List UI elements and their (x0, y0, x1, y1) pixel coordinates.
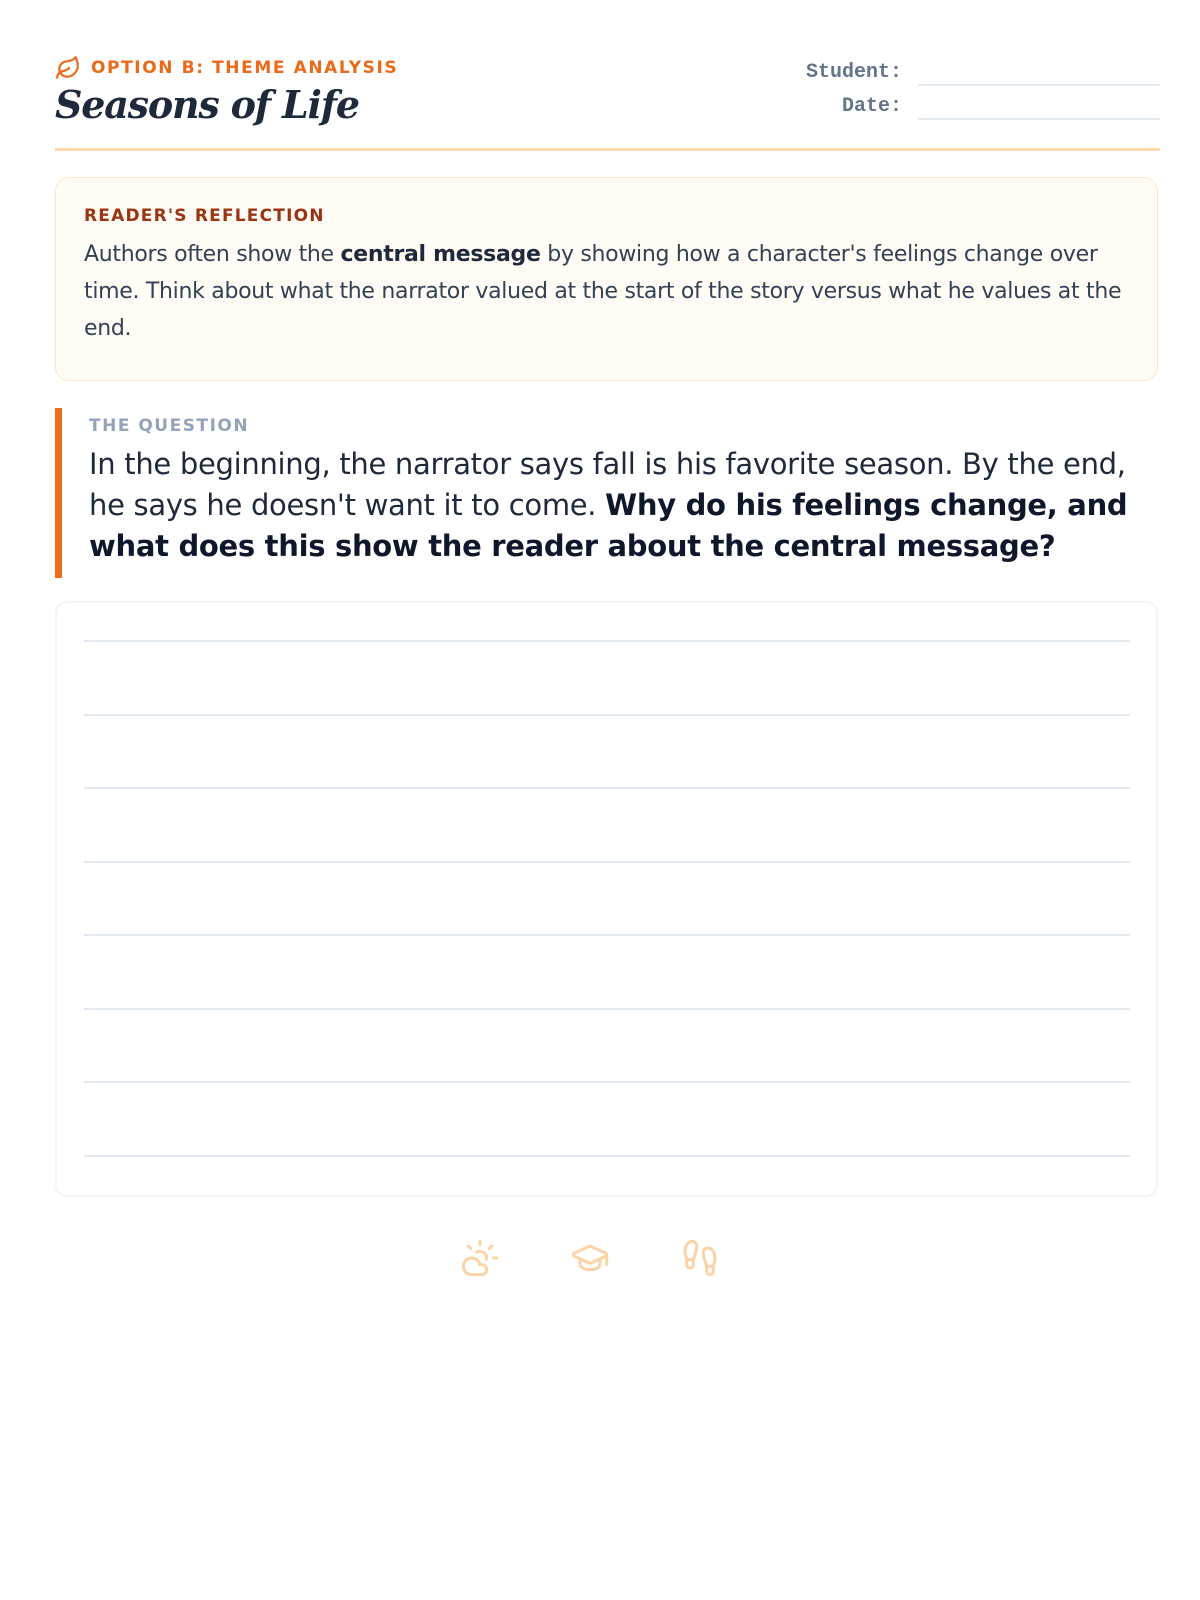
readers-reflection-box (55, 177, 1158, 381)
student-label: Student: (805, 61, 902, 84)
reflection-text-start: Authors often show the (84, 242, 341, 267)
writing-line (84, 934, 1130, 936)
question-text-emphasis: Why do his feelings change, and what does this show the reader about the central message? (89, 488, 1128, 563)
worksheet-header (55, 0, 1160, 151)
question-text (89, 444, 1158, 567)
reflection-text-emphasis: central message (340, 242, 541, 267)
question-block (55, 408, 1158, 578)
question-label: THE QUESTION (89, 416, 250, 436)
student-info-fields (800, 52, 1160, 120)
footprints-icon (680, 1238, 720, 1278)
date-field[interactable] (918, 92, 1160, 120)
date-field-row (800, 86, 1160, 120)
sun-cloud-icon (460, 1238, 500, 1278)
student-name-field[interactable] (918, 58, 1160, 86)
writing-line (84, 1155, 1130, 1157)
answer-writing-area[interactable] (55, 601, 1158, 1197)
activity-kicker-text: OPTION B: THEME ANALYSIS (91, 58, 399, 78)
question-text-plain: In the beginning, the narrator says fall is his favorite season. By the end, he says he doesn't want it to come. (89, 447, 1126, 522)
activity-kicker (55, 55, 398, 81)
reflection-label: READER'S REFLECTION (84, 206, 325, 226)
graduation-cap-icon (570, 1238, 610, 1278)
date-label: Date: (841, 95, 902, 118)
writing-line (84, 787, 1130, 789)
reflection-text (84, 236, 1129, 347)
student-field-row (800, 52, 1160, 86)
page-title: Seasons of Life (55, 82, 359, 127)
writing-line (84, 714, 1130, 716)
leaf-icon (55, 55, 81, 81)
writing-line (84, 861, 1130, 863)
worksheet-page (55, 0, 1160, 563)
writing-line (84, 1081, 1130, 1083)
writing-line (84, 1008, 1130, 1010)
footer-icons (55, 1238, 1160, 1278)
reflection-text-end: by showing how a character's feelings change over time. Think about what the narrator valued at the start of the story versus what he values at the end. (84, 242, 1122, 341)
writing-line (84, 640, 1130, 642)
